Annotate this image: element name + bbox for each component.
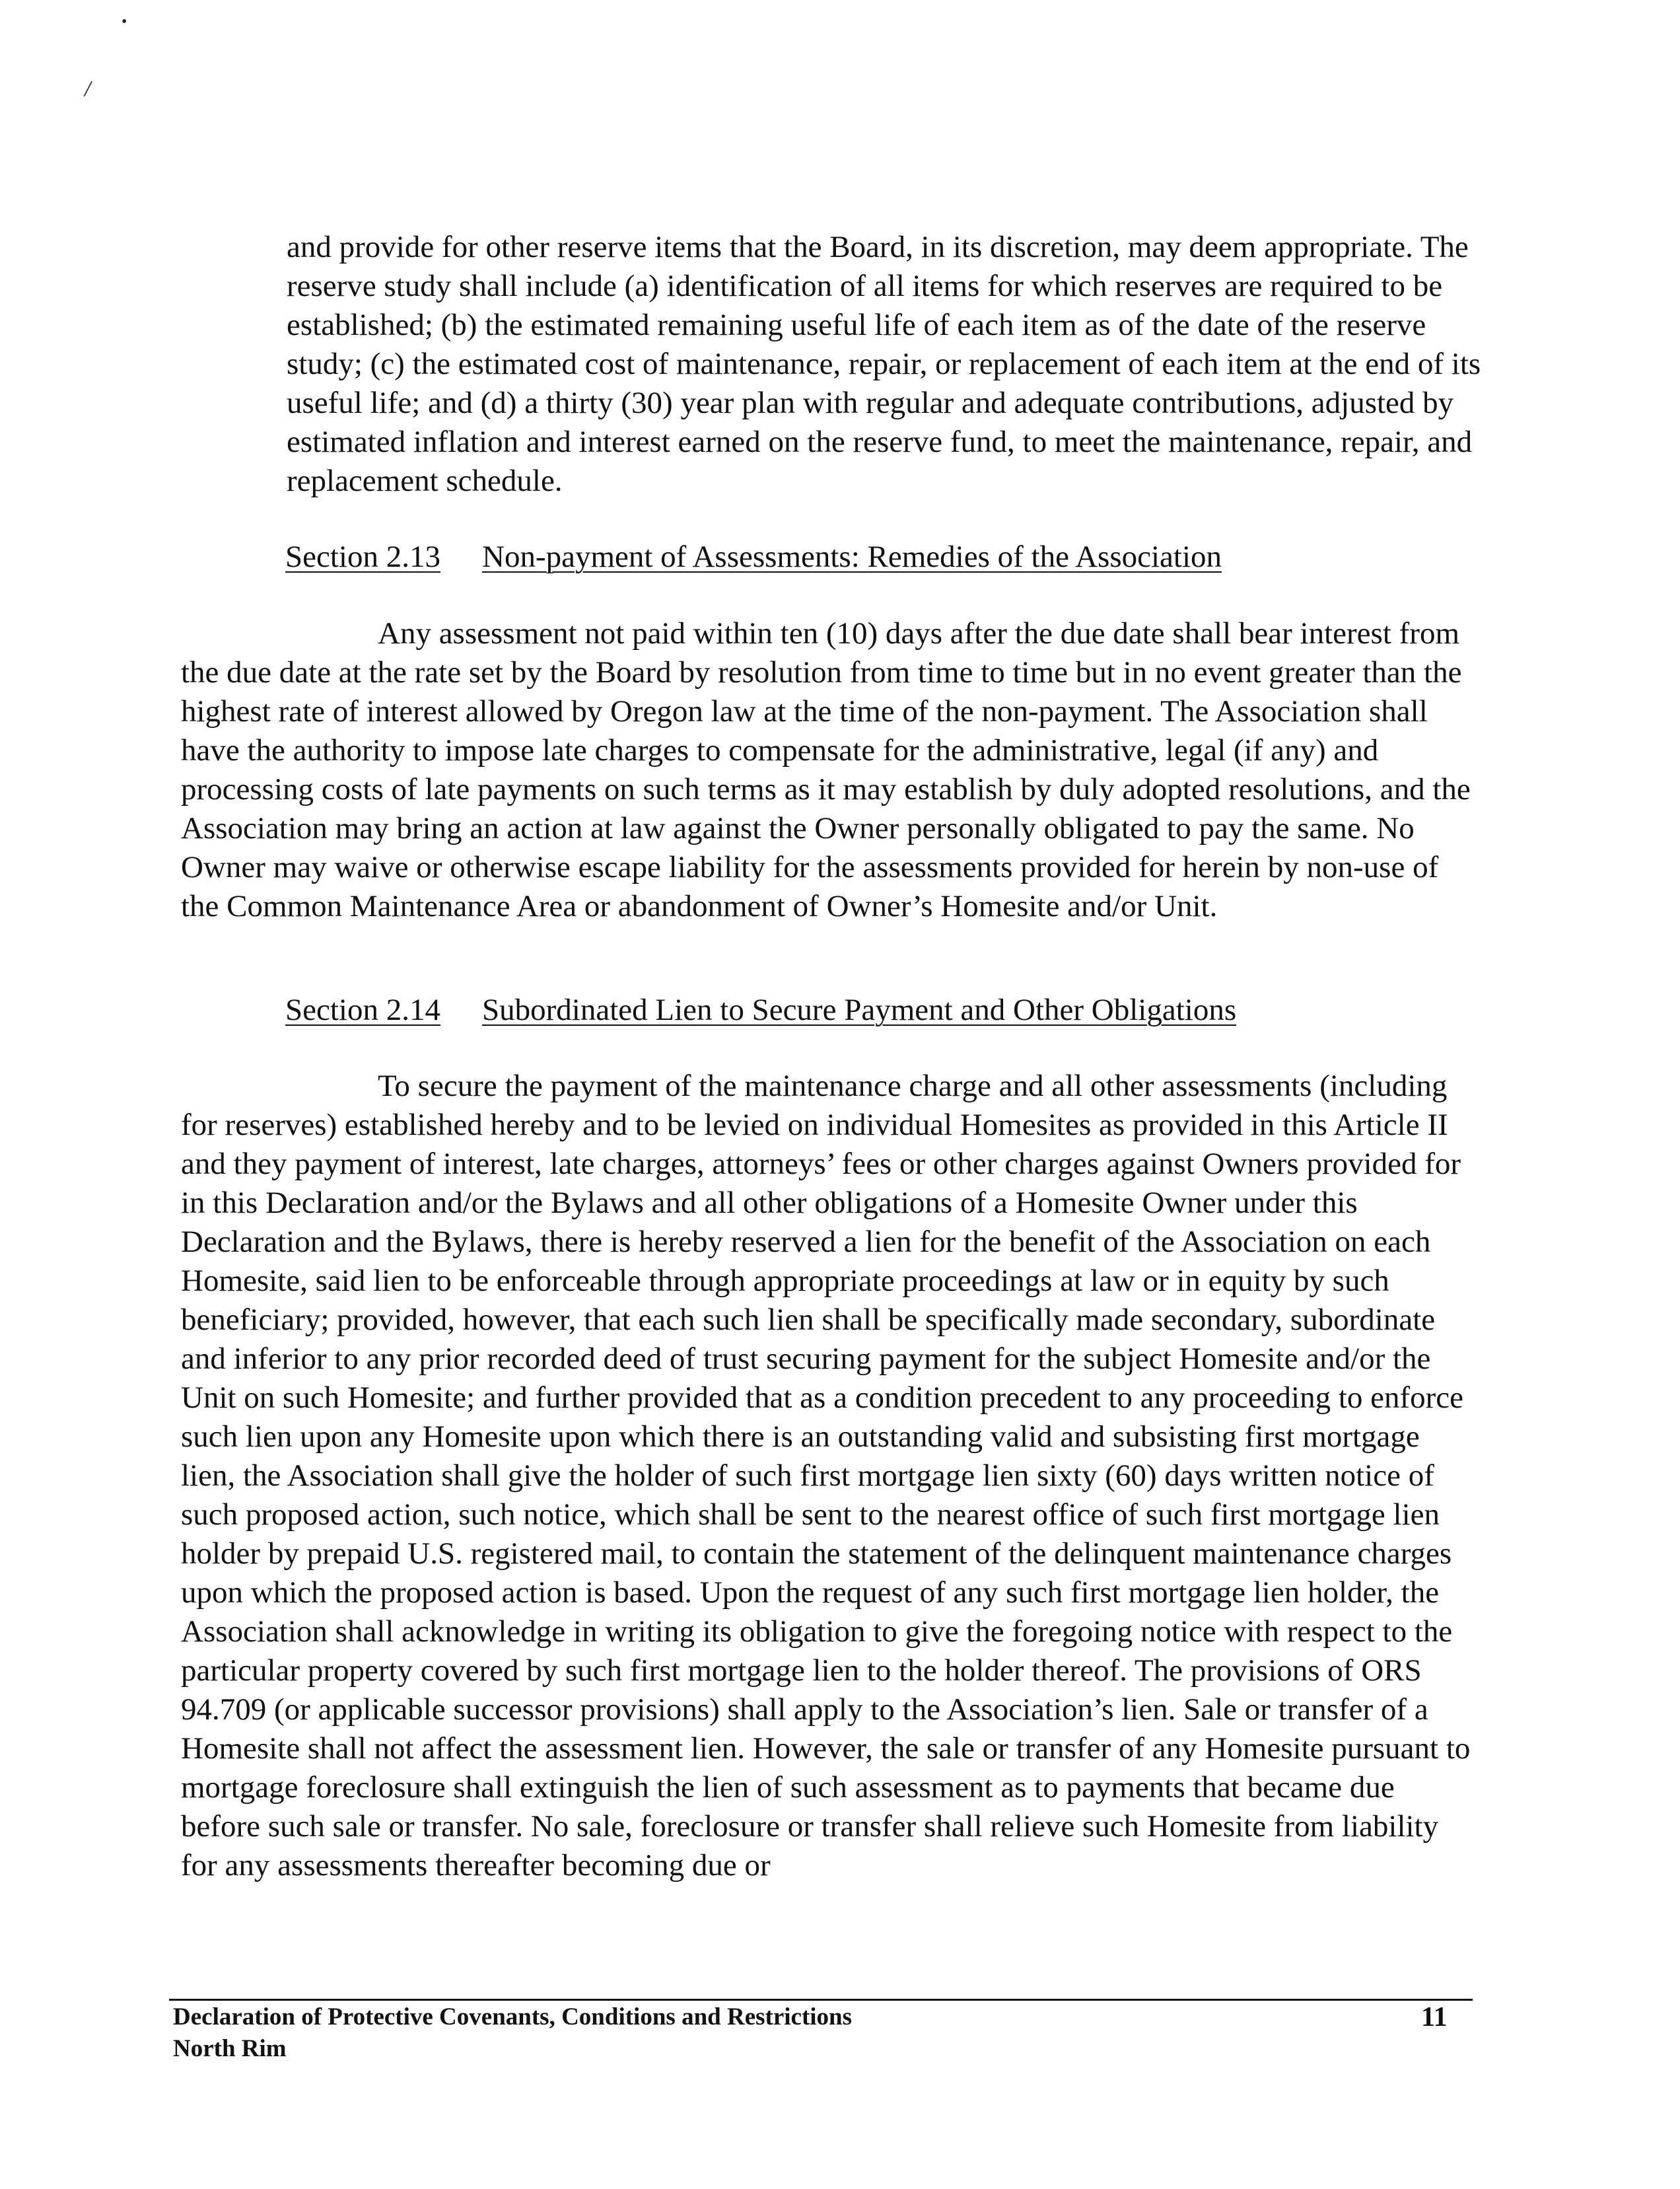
section-2-14-body: To secure the payment of the maintenance charge and all other assessments (including for reserves) established hereby and to be levied on individual Homesites as provided in this Article II and they payment of interest, late charges, attorneys’ fees or other charges against Owners provided for in this Declaration and/or the Bylaws and all other obligations of a Homesite Owner under this Declaration and the Bylaws, there is hereby reserved a lien for the benefit of the Association on each Homesite, said lien to be enforceable through appropriate proceedings at law or in equity by such beneficiary; provided, however, that each such lien shall be specifically made secondary, subordinate and inferior to any prior recorded deed of trust securing payment for the subject Homesite and/or the Unit on such Homesite; and further provided that as a condition precedent to any proceeding to enforce such lien upon any Homesite upon which there is an outstanding valid and subsisting first mortgage lien, the Association shall give the holder of such first mortgage lien sixty (60) days written notice of such proposed action, such notice, which shall be sent to the nearest office of such first mortgage lien holder by prepaid U.S. registered mail, to contain the statement of the delinquent maintenance charges upon which the proposed action is based. Upon the request of any such first mortgage lien holder, the Association shall acknowledge in writing its obligation to give the foregoing notice with respect to the particular property covered by such first mortgage lien to the holder thereof. The provisions of ORS 94.709 (or applicable successor provisions) shall apply to the Association’s lien. Sale or transfer of a Homesite shall not affect the assessment lien. However, the sale or transfer of any Homesite pursuant to mortgage foreclosure shall extinguish the lien of such assessment as to payments that became due before such sale or transfer. No sale, foreclosure or transfer shall relieve such Homesite from liability for any assessments thereafter becoming due or [181, 1069, 1471, 1883]
page-number: 11 [1421, 2002, 1448, 2032]
continuation-paragraph: and provide for other reserve items that the Board, in its discretion, may deem appropriate. The reserve study shall include (a) identification of all items for which reserves are required to be established; (b) the estimated remaining useful life of each item as of the date of the reserve study; (c) the estimated cost of maintenance, repair, or replacement of each item at the end of its useful life; and (d) a thirty (30) year plan with regular and adequate contributions, adjusted by estimated inflation and interest earned on the reserve fund, to meet the maintenance, repair, and replacement schedule. [287, 230, 1481, 498]
footer-document-subtitle: North Rim [173, 2035, 287, 2062]
section-2-14-number: Section 2.14 [285, 993, 440, 1027]
section-2-14-title: Subordinated Lien to Secure Payment and Other Obligations [482, 993, 1237, 1027]
footer-document-title: Declaration of Protective Covenants, Conditions and Restrictions [173, 2003, 853, 2030]
section-2-13-title: Non-payment of Assessments: Remedies of the Association [482, 540, 1222, 574]
footer-divider [169, 1999, 1473, 2001]
section-2-14-heading [285, 991, 1236, 1030]
section-2-13-heading [285, 538, 1222, 577]
section-2-13-body: Any assessment not paid within ten (10) days after the due date shall bear interest from the due date at the rate set by the Board by resolution from time to time but in no event greater than the highest rate of interest allowed by Oregon law at the time of the non-payment. The Association shall have the authority to impose late charges to compensate for the administrative, legal (if any) and processing costs of late payments on such terms as it may establish by duly adopted resolutions, and the Association may bring an action at law against the Owner personally obligated to pay the same. No Owner may waive or otherwise escape liability for the assessments provided for herein by non-use of the Common Maintenance Area or abandonment of Owner’s Homesite and/or Unit. [181, 616, 1471, 923]
section-2-13-number: Section 2.13 [285, 540, 440, 574]
scan-tick-mark: / [85, 77, 91, 101]
scan-dot-mark: • [122, 13, 127, 30]
